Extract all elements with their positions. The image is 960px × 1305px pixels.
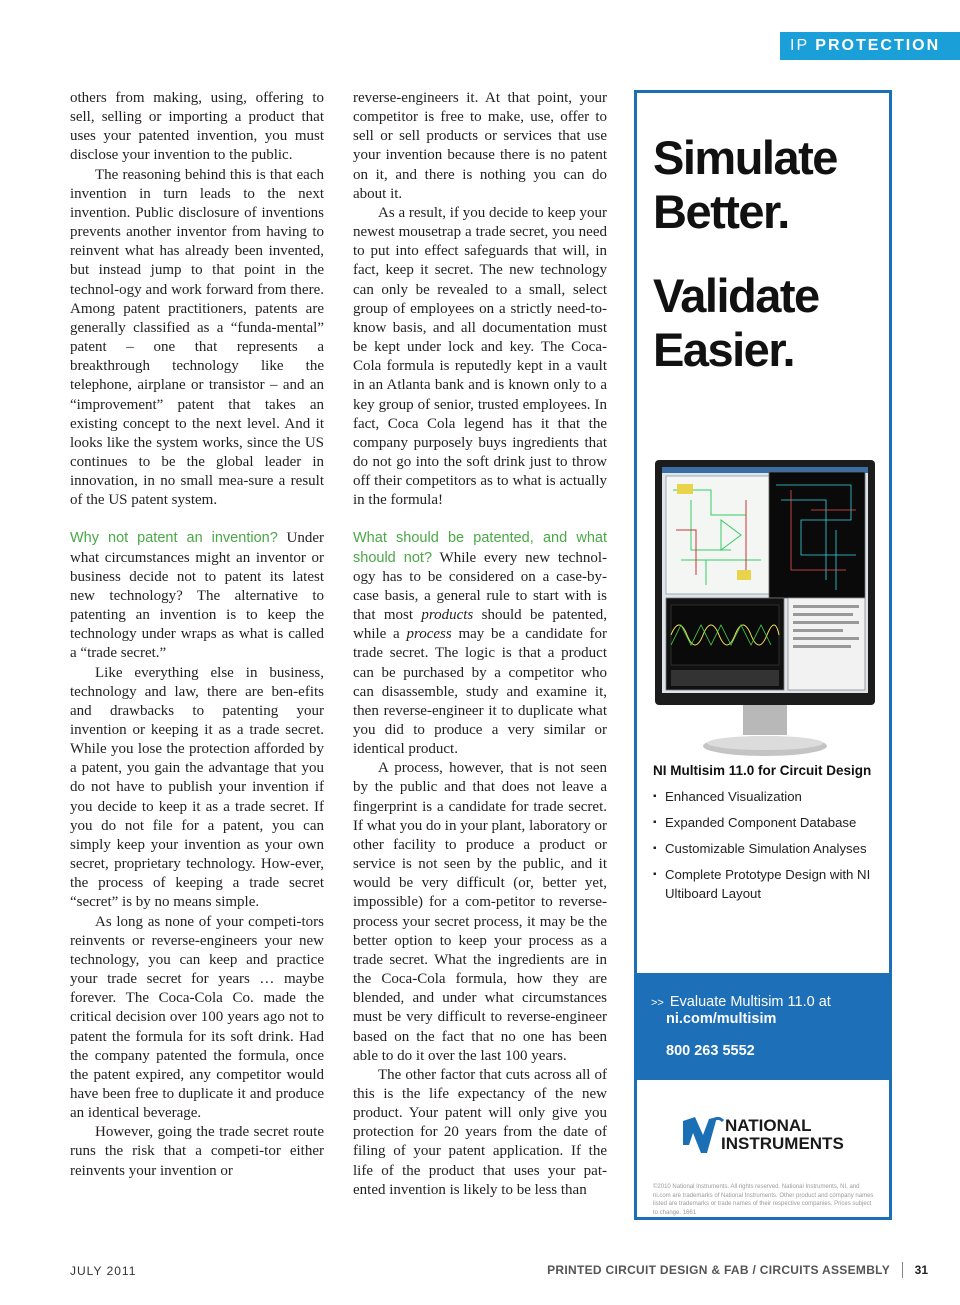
legal-text: ©2010 National Instruments. All rights reserved. National Instruments, NI, and ni.com are trademarks of National Instruments. Other product and company names listed are trademarks or trade names of their respective companies. Prices subject to change. 1661 xyxy=(653,1184,874,1216)
subheading: What should be patented, and what should not? xyxy=(353,530,607,566)
ad-headline xyxy=(653,131,883,377)
feature-item: ▪ Expanded Component Database xyxy=(653,813,878,832)
paragraph: others from making, using, offering to sell, selling or importing a product that uses your patented invention, you must disclose your invention to the public. xyxy=(70,90,324,164)
article-column-1 xyxy=(70,89,324,1181)
footer-divider xyxy=(902,1262,903,1278)
paragraph xyxy=(353,529,607,759)
cta-banner[interactable] xyxy=(637,973,889,1080)
feature-item: ▪ Complete Prototype Design with NI Ultiboard Layout xyxy=(653,865,878,903)
headline-line: Better. xyxy=(653,185,789,238)
paragraph-text: should be patented, while a xyxy=(353,607,607,643)
feature-item: ▪ Enhanced Visualization xyxy=(653,787,878,806)
footer-date: JULY 2011 xyxy=(70,1264,137,1278)
section-tab xyxy=(780,32,960,60)
page-number: 31 xyxy=(914,1263,928,1277)
paragraph-text: Under what circumstances might an inventor or business decide not to patent its latest new technology? The alternative to patenting an invention is to keep the technology under wraps as what is called a “trade secret.” xyxy=(70,530,324,662)
headline-line: Easier. xyxy=(653,323,795,376)
subheading: Why not patent an invention? xyxy=(70,530,278,547)
arrow-icon: >> xyxy=(651,997,664,1009)
ad-product-title: NI Multisim 11.0 for Circuit Design xyxy=(653,763,872,778)
paragraph: The reasoning behind this is that each invention in turn leads to the next invention. Public disclosure of inventions prevents another inventor from having to reinvent what has already been invented, but instead jump to that point in the technol-ogy and work forward from there. Among patent practitioners, patents are generally classified as a “funda-mental” patent – one that represents a breakthrough technology like the telephone, airplane or transistor – and an “improvement” patent that takes an existing concept to the next level. And it looks like the system works, since the US continues to be the global leader in innovation, in no small mea-sure a result of the US patent system. xyxy=(70,166,324,509)
national-instruments-logo xyxy=(681,1111,851,1157)
paragraph xyxy=(70,529,324,663)
headline-line: Validate xyxy=(653,269,819,322)
logo-text: NATIONAL xyxy=(725,1116,812,1135)
paragraph: As a result, if you decide to keep your newest mousetrap a trade secret, you need to put into effect safeguards that will, in fact, keep it secret. The new technology can only be revealed to a small, select group of employees on a strictly need-to-know basis, and all documentation must be kept under lock and key. The Coca-Cola formula is reputedly kept in a vault in an Atlanta bank and is known only to a key group of senior, trusted employees. In fact, Coca Cola legend has it that the company purposely buys ingredients that do not go into the soft drink just to throw off their competitors as to what is actually in the formula! xyxy=(353,204,607,509)
feature-item: ▪ Customizable Simulation Analyses xyxy=(653,839,878,858)
paragraph-text: may be a candidate for trade secret. The logic is that a product can be purchased by a competitor who can disassemble, study and examine it, then reverse-engineer it to duplicate what you did to produce a very similar or identical product. xyxy=(353,626,607,758)
advertisement[interactable] xyxy=(634,90,892,1220)
article-column-2 xyxy=(353,89,607,1200)
paragraph: Like everything else in business, technology and law, there are ben-efits and drawbacks to patenting your invention or keeping it as a trade secret. While you lose the protection afforded by a patent, you gain the advantage that you do not have to publish your invention if you decide to keep it as a trade secret. If you do not file for a patent, you can simply keep your invention as your own secret, proprietary technology. How-ever, the process of keeping a trade secret “secret” is by no means simple. xyxy=(70,664,324,911)
section-label-bold: PROTECTION xyxy=(815,37,941,54)
paragraph: reverse-engineers it. At that point, your competitor is free to make, use, offer to sell or sell products or services that use your invention because there is no patent on it, and there is nothing you can do about it. xyxy=(353,90,607,202)
cta-link[interactable]: ni.com/multisim xyxy=(666,1011,777,1027)
cta-phone: 800 263 5552 xyxy=(666,1043,755,1059)
headline-line: Simulate xyxy=(653,131,837,184)
cta-text[interactable] xyxy=(651,993,831,1013)
section-label: IP xyxy=(790,37,809,54)
paragraph: The other factor that cuts across all of this is the life expectancy of the new product. Your patent will only give you protection for 20 years from the date of filing of your patent application. If the life of the product that uses your pat-ented invention is likely to be less than xyxy=(353,1066,607,1198)
emphasis: process xyxy=(406,626,452,643)
emphasis: products xyxy=(421,607,474,624)
monitor-image xyxy=(651,460,879,767)
paragraph: A process, however, that is not seen by the public and that does not leave a fingerprint is a candidate for trade secret. If what you do in your plant, laboratory or other facility to produce a product or service is not seen by the public, and it would be very difficult (or, better yet, impossible) for a com-petitor to reverse-process your secret process, it may be the better option to keep your process as a trade secret. What the ingredients are in the Coca-Cola formula, how they are blended, and under what circumstances must be very difficult to reverse-engineer based on the fact that no one has been able to do it over the last 100 years. xyxy=(353,760,607,1064)
feature-list xyxy=(653,787,878,910)
logo-text: INSTRUMENTS xyxy=(721,1134,844,1153)
paragraph: However, going the trade secret route runs the risk that a competi-tor either reinvents your invention or xyxy=(70,1124,324,1179)
paragraph-text: While every new technol-ogy has to be considered on a case-by-case basis, a general rule to start with is that most xyxy=(353,549,607,624)
cta-label: Evaluate Multisim 11.0 at xyxy=(669,994,831,1010)
footer-publication: PRINTED CIRCUIT DESIGN & FAB / CIRCUITS ASSEMBLY xyxy=(547,1263,890,1277)
paragraph: As long as none of your competi-tors reinvents or reverse-engineers your new technology, you can keep and practice your trade secret for years … maybe forever. The Coca-Cola Co. made the critical decision over 100 years ago not to patent the formula for its soft drink. Had the company patented the formula, once the patent expired, any competitor would have been free to duplicate it and produce an identical beverage. xyxy=(70,913,324,1122)
